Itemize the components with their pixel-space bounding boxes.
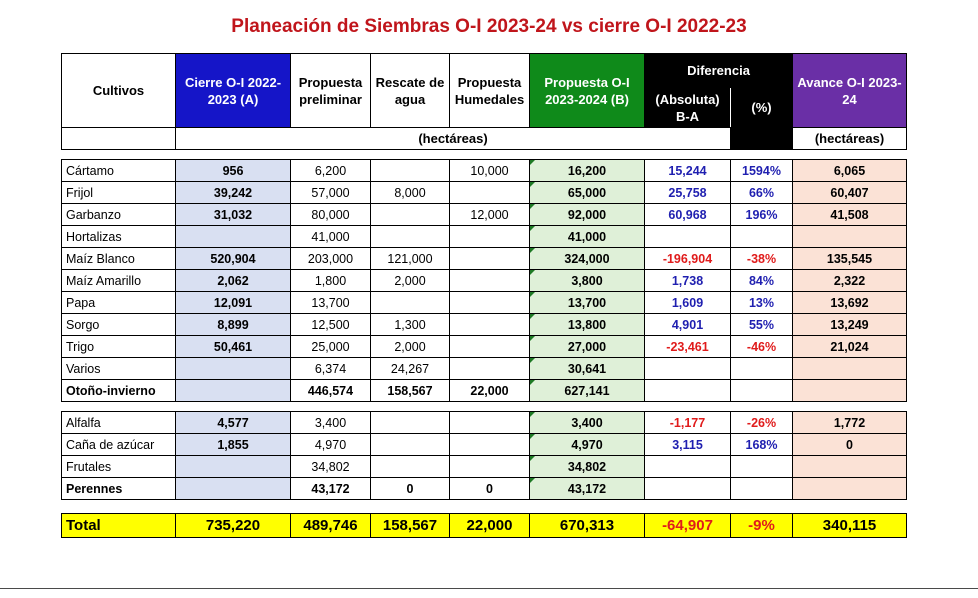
rescate-value: 2,000 (371, 336, 450, 358)
rescate-value (371, 204, 450, 226)
preliminar-value: 34,802 (291, 456, 371, 478)
propuesta-b-value: 16,200 (530, 160, 645, 182)
header-cultivos: Cultivos (62, 54, 176, 128)
crop-name: Caña de azúcar (62, 434, 176, 456)
diff-pct-value: -46% (731, 336, 793, 358)
humedales-value (450, 270, 530, 292)
header-avance: Avance O-I 2023-24 (793, 54, 907, 128)
diff-absolute-value: 4,901 (645, 314, 731, 336)
total-propuesta-b: 670,313 (530, 514, 645, 538)
avance-value: 60,407 (793, 182, 907, 204)
propuesta-b-value: 3,400 (530, 412, 645, 434)
humedales-value (450, 336, 530, 358)
preliminar-value: 446,574 (291, 380, 371, 402)
table-row (62, 358, 907, 380)
preliminar-value: 1,800 (291, 270, 371, 292)
cierre-value: 39,242 (176, 182, 291, 204)
humedales-value (450, 358, 530, 380)
avance-value: 21,024 (793, 336, 907, 358)
diff-absolute-value: -1,177 (645, 412, 731, 434)
humedales-value (450, 226, 530, 248)
humedales-value: 10,000 (450, 160, 530, 182)
diff-absolute-value (645, 226, 731, 248)
cierre-value (176, 226, 291, 248)
diff-absolute-value: 1,609 (645, 292, 731, 314)
propuesta-b-value: 13,700 (530, 292, 645, 314)
rescate-value (371, 434, 450, 456)
header-pct: (%) (731, 88, 793, 128)
humedales-value (450, 292, 530, 314)
preliminar-value: 41,000 (291, 226, 371, 248)
humedales-value (450, 182, 530, 204)
propuesta-b-value: 65,000 (530, 182, 645, 204)
plantings-table (61, 53, 907, 538)
diff-pct-value (731, 478, 793, 500)
avance-value: 2,322 (793, 270, 907, 292)
cierre-value: 520,904 (176, 248, 291, 270)
cierre-value: 2,062 (176, 270, 291, 292)
cierre-value: 4,577 (176, 412, 291, 434)
diff-absolute-value: -196,904 (645, 248, 731, 270)
crop-name: Trigo (62, 336, 176, 358)
table-row (62, 248, 907, 270)
diff-absolute-value (645, 478, 731, 500)
humedales-value (450, 248, 530, 270)
diff-absolute-value: 60,968 (645, 204, 731, 226)
units-label-avance: (hectáreas) (793, 128, 907, 150)
diff-pct-value: 13% (731, 292, 793, 314)
humedales-value: 12,000 (450, 204, 530, 226)
propuesta-b-value: 30,641 (530, 358, 645, 380)
cierre-value (176, 456, 291, 478)
page-title: Planeación de Siembras O-I 2023-24 vs cierre O-I 2022-23 (231, 16, 747, 37)
rescate-value: 1,300 (371, 314, 450, 336)
avance-value (793, 456, 907, 478)
table-row (62, 434, 907, 456)
propuesta-b-value: 92,000 (530, 204, 645, 226)
rescate-value (371, 456, 450, 478)
crop-name: Garbanzo (62, 204, 176, 226)
avance-value: 6,065 (793, 160, 907, 182)
avance-value (793, 478, 907, 500)
avance-value: 135,545 (793, 248, 907, 270)
preliminar-value: 57,000 (291, 182, 371, 204)
cierre-value: 12,091 (176, 292, 291, 314)
preliminar-value: 80,000 (291, 204, 371, 226)
preliminar-value: 13,700 (291, 292, 371, 314)
diff-absolute-value (645, 456, 731, 478)
header-propuesta-b: Propuesta O-I 2023-2024 (B) (530, 54, 645, 128)
rescate-value (371, 412, 450, 434)
crop-name: Sorgo (62, 314, 176, 336)
total-rescate: 158,567 (371, 514, 450, 538)
total-preliminar: 489,746 (291, 514, 371, 538)
preliminar-value: 25,000 (291, 336, 371, 358)
diff-pct-value (731, 380, 793, 402)
diff-absolute-value: 1,738 (645, 270, 731, 292)
crop-name: Frijol (62, 182, 176, 204)
diff-pct-value (731, 456, 793, 478)
header-preliminar: Propuesta preliminar (291, 54, 371, 128)
diff-absolute-value: 3,115 (645, 434, 731, 456)
preliminar-value: 12,500 (291, 314, 371, 336)
rescate-value (371, 292, 450, 314)
diff-absolute-value (645, 380, 731, 402)
table-row (62, 314, 907, 336)
total-diff-absolute: -64,907 (645, 514, 731, 538)
header-cierre: Cierre O-I 2022-2023 (A) (176, 54, 291, 128)
rescate-value (371, 226, 450, 248)
diff-absolute-value (645, 358, 731, 380)
cierre-value: 956 (176, 160, 291, 182)
preliminar-value: 43,172 (291, 478, 371, 500)
crop-name: Papa (62, 292, 176, 314)
cierre-value: 50,461 (176, 336, 291, 358)
cierre-value: 1,855 (176, 434, 291, 456)
humedales-value: 22,000 (450, 380, 530, 402)
preliminar-value: 6,374 (291, 358, 371, 380)
diff-pct-value (731, 226, 793, 248)
crop-name: Perennes (62, 478, 176, 500)
total-humedales: 22,000 (450, 514, 530, 538)
crop-name: Alfalfa (62, 412, 176, 434)
table-row (62, 226, 907, 248)
table-row (62, 380, 907, 402)
avance-value (793, 380, 907, 402)
table-row (62, 478, 907, 500)
diff-pct-value (731, 358, 793, 380)
propuesta-b-value: 13,800 (530, 314, 645, 336)
diff-pct-value: -38% (731, 248, 793, 270)
header-absoluta: (Absoluta) B-A (645, 88, 731, 128)
propuesta-b-value: 324,000 (530, 248, 645, 270)
diff-pct-value: 66% (731, 182, 793, 204)
bottom-divider (0, 588, 978, 589)
total-label: Total (62, 514, 176, 538)
crop-name: Cártamo (62, 160, 176, 182)
humedales-value (450, 314, 530, 336)
rescate-value: 24,267 (371, 358, 450, 380)
preliminar-value: 3,400 (291, 412, 371, 434)
diff-pct-value: 84% (731, 270, 793, 292)
crop-name: Frutales (62, 456, 176, 478)
propuesta-b-value: 34,802 (530, 456, 645, 478)
table-row (62, 456, 907, 478)
table-row (62, 270, 907, 292)
propuesta-b-value: 3,800 (530, 270, 645, 292)
table-row (62, 182, 907, 204)
humedales-value (450, 412, 530, 434)
rescate-value: 158,567 (371, 380, 450, 402)
propuesta-b-value: 27,000 (530, 336, 645, 358)
humedales-value: 0 (450, 478, 530, 500)
diff-pct-value: 196% (731, 204, 793, 226)
header-diferencia: Diferencia (645, 54, 793, 88)
humedales-value (450, 456, 530, 478)
diff-pct-value: 55% (731, 314, 793, 336)
rescate-value: 121,000 (371, 248, 450, 270)
preliminar-value: 4,970 (291, 434, 371, 456)
table-row (62, 204, 907, 226)
crop-name: Maíz Blanco (62, 248, 176, 270)
avance-value (793, 226, 907, 248)
header-rescate: Rescate de agua (371, 54, 450, 128)
propuesta-b-value: 627,141 (530, 380, 645, 402)
table-row (62, 336, 907, 358)
avance-value: 1,772 (793, 412, 907, 434)
cierre-value (176, 478, 291, 500)
header-humedales: Propuesta Humedales (450, 54, 530, 128)
preliminar-value: 203,000 (291, 248, 371, 270)
diff-pct-value: 1594% (731, 160, 793, 182)
table-row (62, 292, 907, 314)
avance-value (793, 358, 907, 380)
propuesta-b-value: 4,970 (530, 434, 645, 456)
avance-value: 13,249 (793, 314, 907, 336)
avance-value: 13,692 (793, 292, 907, 314)
rescate-value (371, 160, 450, 182)
propuesta-b-value: 43,172 (530, 478, 645, 500)
units-label: (hectáreas) (176, 128, 731, 150)
rescate-value: 0 (371, 478, 450, 500)
cierre-value: 31,032 (176, 204, 291, 226)
table-row (62, 160, 907, 182)
total-diff-pct: -9% (731, 514, 793, 538)
diff-pct-value: 168% (731, 434, 793, 456)
total-avance: 340,115 (793, 514, 907, 538)
total-cierre: 735,220 (176, 514, 291, 538)
crop-name: Maíz Amarillo (62, 270, 176, 292)
diff-absolute-value: 25,758 (645, 182, 731, 204)
avance-value: 0 (793, 434, 907, 456)
humedales-value (450, 434, 530, 456)
diff-absolute-value: -23,461 (645, 336, 731, 358)
crop-name: Hortalizas (62, 226, 176, 248)
rescate-value: 2,000 (371, 270, 450, 292)
cierre-value (176, 358, 291, 380)
diff-absolute-value: 15,244 (645, 160, 731, 182)
diff-pct-value: -26% (731, 412, 793, 434)
preliminar-value: 6,200 (291, 160, 371, 182)
rescate-value: 8,000 (371, 182, 450, 204)
propuesta-b-value: 41,000 (530, 226, 645, 248)
table-row (62, 412, 907, 434)
cierre-value (176, 380, 291, 402)
cierre-value: 8,899 (176, 314, 291, 336)
crop-name: Varios (62, 358, 176, 380)
total-row (62, 514, 907, 538)
crop-name: Otoño-invierno (62, 380, 176, 402)
avance-value: 41,508 (793, 204, 907, 226)
